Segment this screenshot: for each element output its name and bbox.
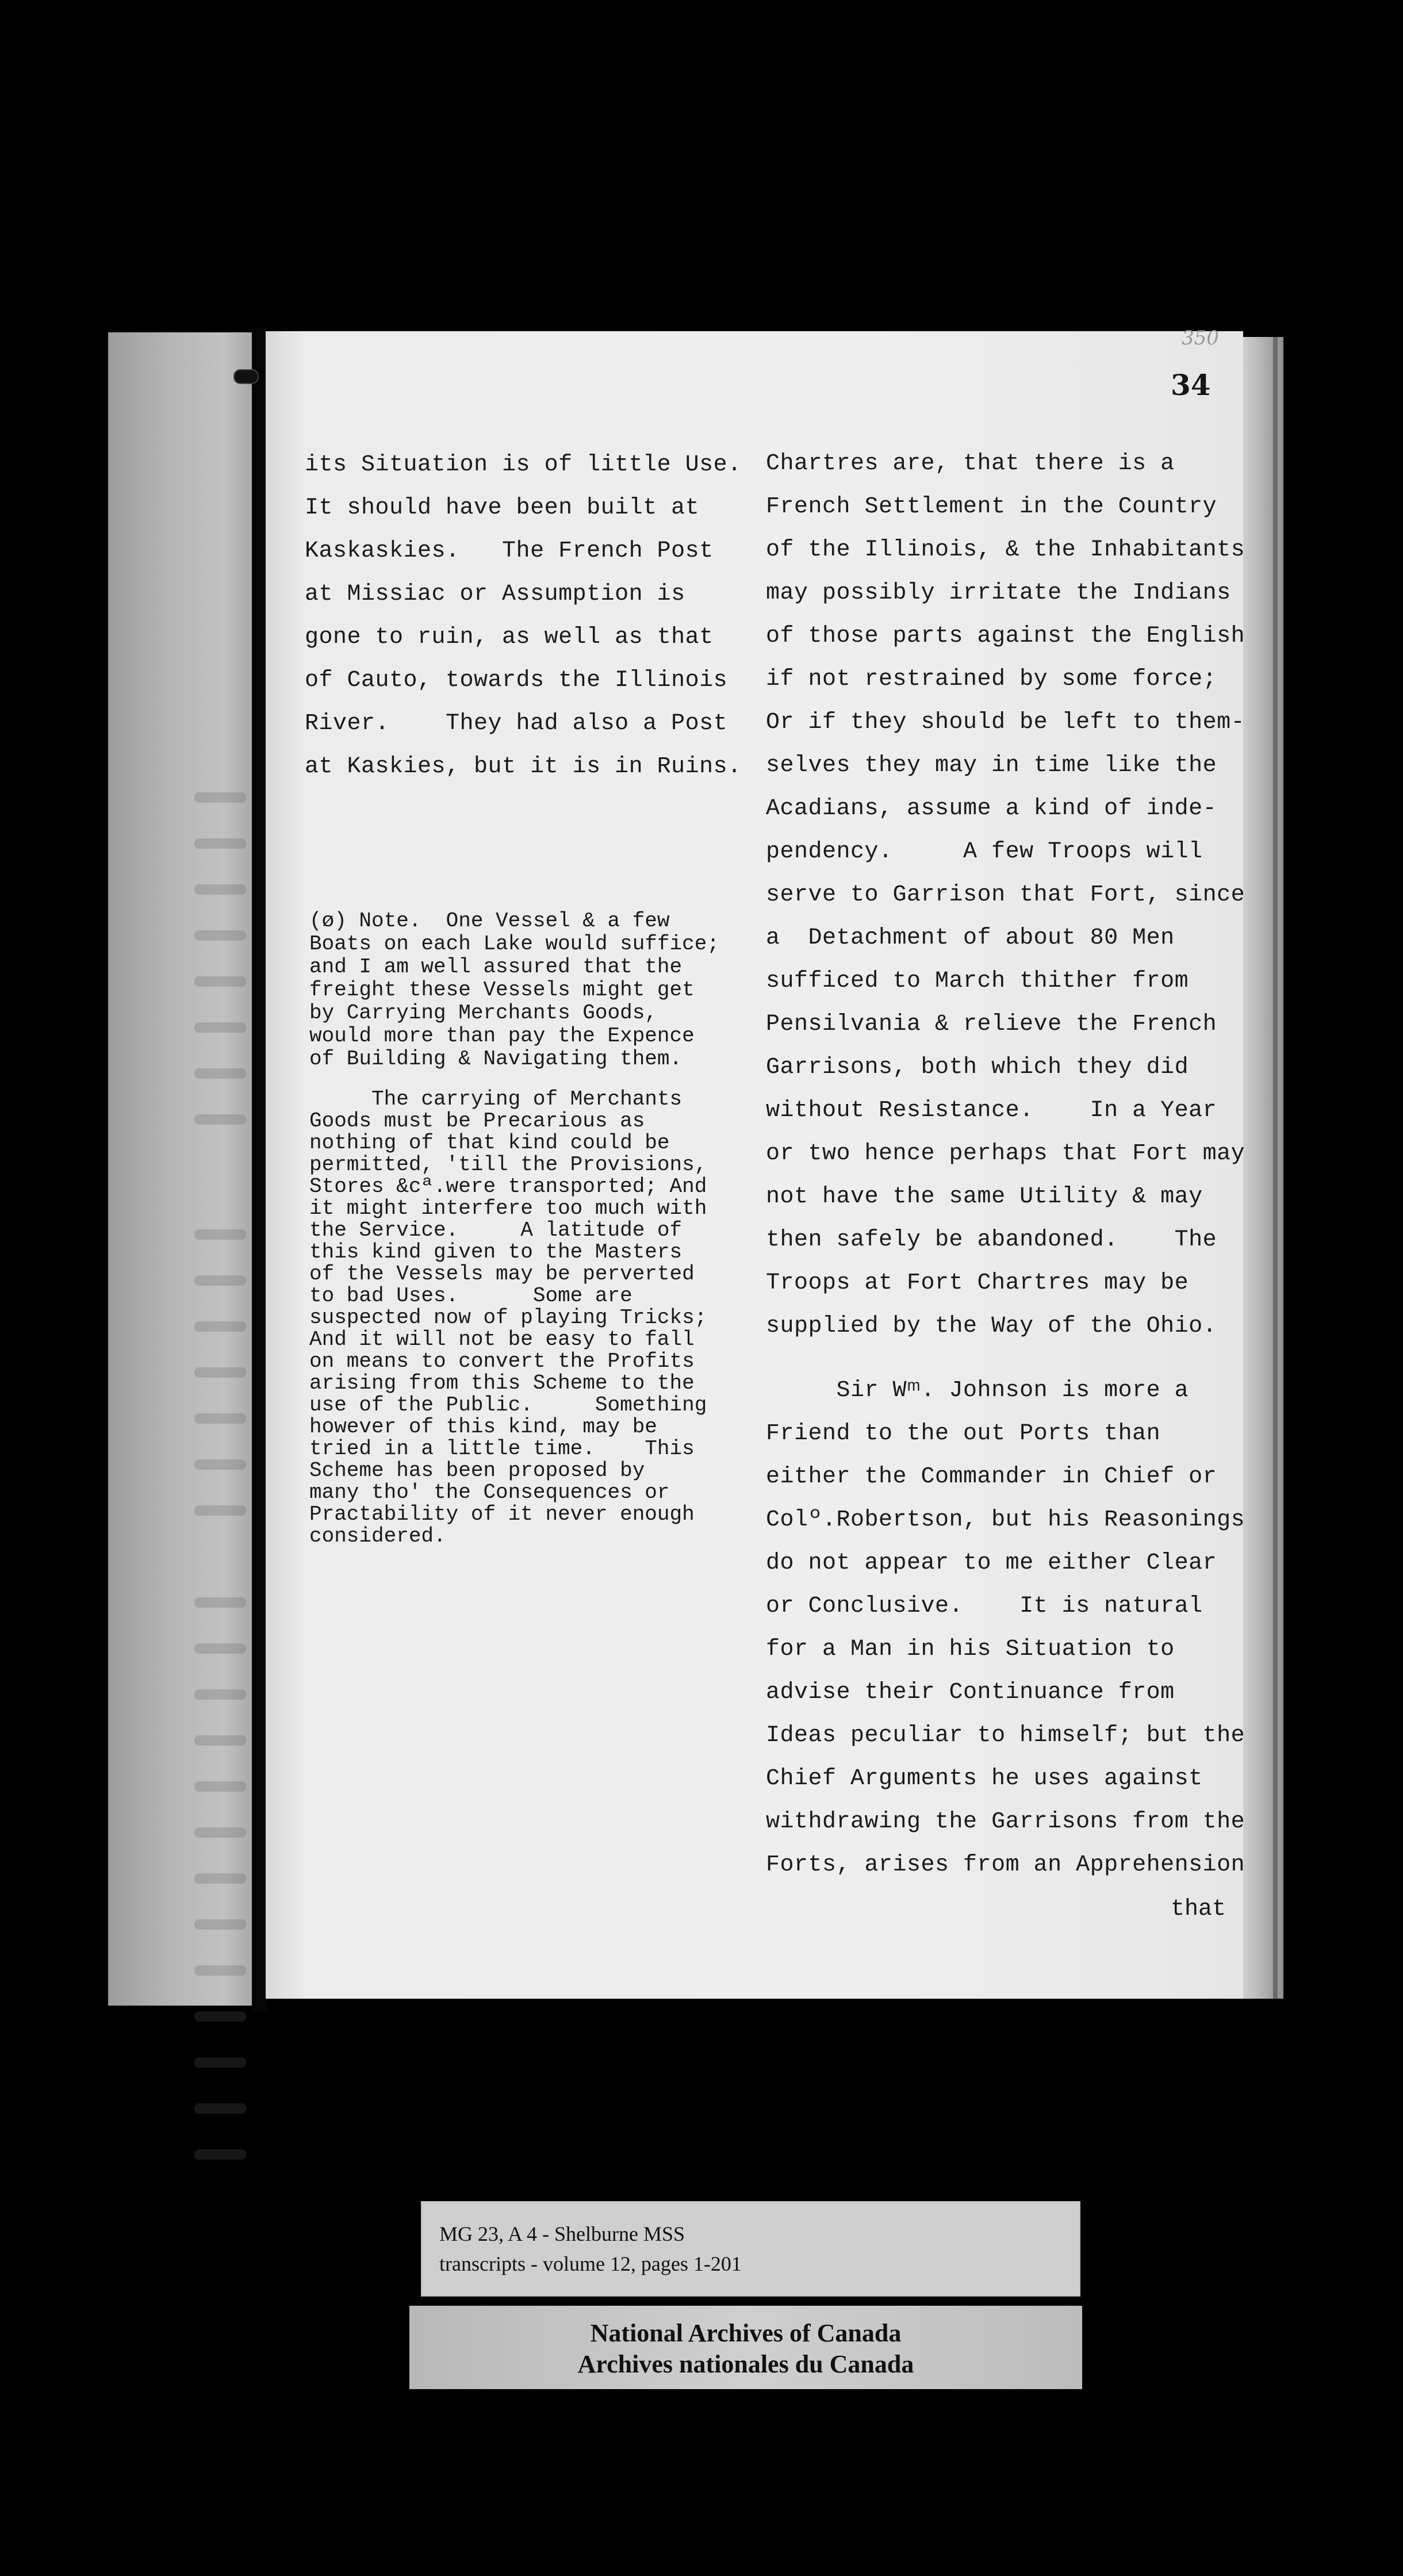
- text-line: advise their Continuance from: [766, 1680, 1175, 1705]
- text-line: of those parts against the English: [766, 623, 1245, 649]
- text-line: of Cauto, towards the Illinois: [305, 668, 728, 693]
- note-line: use of the Public. Something: [309, 1393, 707, 1417]
- text-line: may possibly irritate the Indians: [766, 580, 1231, 606]
- note-line: freight these Vessels might get: [309, 978, 695, 1002]
- pencil-folio-number: 350: [1182, 327, 1219, 350]
- previous-page-edge: [108, 332, 252, 2006]
- catchword: that: [1171, 1896, 1226, 1922]
- note-line: And it will not be easy to fall: [309, 1328, 695, 1351]
- reference-label: [421, 2201, 1080, 2297]
- page-stack-edge: [1243, 337, 1283, 1999]
- label-line-2: transcripts - volume 12, pages 1-201: [439, 2252, 742, 2275]
- text-line: Sir Wᵐ. Johnson is more a: [766, 1378, 1189, 1404]
- note-line: nothing of that kind could be: [309, 1131, 670, 1155]
- note-line: however of this kind, may be: [309, 1415, 657, 1439]
- note-line: many tho' the Consequences or: [309, 1481, 670, 1504]
- page-number: 34: [1171, 368, 1211, 402]
- text-line: Kaskaskies. The French Post: [305, 538, 714, 564]
- note-line: permitted, 'till the Provisions,: [309, 1153, 707, 1176]
- text-line: sufficed to March thither from: [766, 968, 1189, 994]
- archives-label: [409, 2306, 1082, 2389]
- text-line: withdrawing the Garrisons from the: [766, 1809, 1245, 1835]
- archives-french: Archives nationales du Canada: [577, 2350, 914, 2378]
- note-line: would more than pay the Expence: [309, 1024, 695, 1048]
- text-line: Friend to the out Ports than: [766, 1421, 1161, 1447]
- text-line: supplied by the Way of the Ohio.: [766, 1313, 1217, 1339]
- note-line: (ø) Note. One Vessel & a few: [309, 909, 670, 933]
- text-line: serve to Garrison that Fort, since: [766, 882, 1245, 908]
- text-line: its Situation is of little Use.: [305, 452, 742, 478]
- text-line: Or if they should be left to them-: [766, 710, 1245, 735]
- note-line: Practability of it never enough: [309, 1502, 695, 1526]
- text-line: at Kaskies, but it is in Ruins.: [305, 754, 742, 780]
- text-line: Chartres are, that there is a: [766, 451, 1175, 477]
- note-line: Scheme has been proposed by: [309, 1459, 645, 1482]
- book-binding: [252, 328, 267, 2012]
- note-line: on means to convert the Profits: [309, 1350, 695, 1373]
- note-line: and I am well assured that the: [309, 955, 683, 979]
- text-line: then safely be abandoned. The: [766, 1227, 1217, 1253]
- note-line: of Building & Navigating them.: [309, 1047, 683, 1071]
- note-line: by Carrying Merchants Goods,: [309, 1001, 657, 1025]
- text-line: of the Illinois, & the Inhabitants: [766, 537, 1245, 563]
- text-line: or Conclusive. It is natural: [766, 1593, 1203, 1619]
- text-line: selves they may in time like the: [766, 753, 1217, 779]
- text-line: French Settlement in the Country: [766, 494, 1217, 520]
- text-line: Colº.Robertson, but his Reasonings: [766, 1507, 1245, 1533]
- text-line: either the Commander in Chief or: [766, 1464, 1217, 1490]
- text-line: Troops at Fort Chartres may be: [766, 1270, 1189, 1296]
- note-line: considered.: [309, 1524, 446, 1548]
- note-line: this kind given to the Masters: [309, 1240, 683, 1264]
- text-line: Pensilvania & relieve the French: [766, 1011, 1217, 1037]
- text-line: It should have been built at: [305, 495, 700, 521]
- text-line: do not appear to me either Clear: [766, 1550, 1217, 1576]
- note-line: of the Vessels may be perverted: [309, 1262, 695, 1286]
- note-line: Boats on each Lake would suffice;: [309, 932, 719, 956]
- text-line: or two hence perhaps that Fort may: [766, 1141, 1245, 1167]
- text-line: Chief Arguments he uses against: [766, 1766, 1203, 1792]
- label-line-1: MG 23, A 4 - Shelburne MSS: [439, 2222, 685, 2245]
- text-line: for a Man in his Situation to: [766, 1636, 1175, 1662]
- text-line: without Resistance. In a Year: [766, 1098, 1217, 1124]
- text-line: at Missiac or Assumption is: [305, 581, 685, 607]
- note-line: suspected now of playing Tricks;: [309, 1306, 707, 1329]
- archives-english: National Archives of Canada: [590, 2319, 902, 2347]
- note-line: the Service. A latitude of: [309, 1218, 683, 1242]
- text-line: a Detachment of about 80 Men: [766, 925, 1175, 951]
- text-line: Ideas peculiar to himself; but the: [766, 1723, 1245, 1749]
- text-line: not have the same Utility & may: [766, 1184, 1203, 1210]
- note-line: it might interfere too much with: [309, 1197, 707, 1220]
- text-line: pendency. A few Troops will: [766, 839, 1203, 865]
- text-line: gone to ruin, as well as that: [305, 624, 714, 650]
- text-line: Acadians, assume a kind of inde-: [766, 796, 1217, 822]
- text-line: if not restrained by some force;: [766, 666, 1217, 692]
- note-line: arising from this Scheme to the: [309, 1371, 695, 1395]
- note-line: to bad Uses. Some are: [309, 1284, 632, 1308]
- text-line: Garrisons, both which they did: [766, 1055, 1189, 1080]
- text-line: Forts, arises from an Apprehension: [766, 1852, 1245, 1878]
- binding-clip: [233, 369, 259, 384]
- note-line: tried in a little time. This: [309, 1437, 695, 1460]
- note-line: Goods must be Precarious as: [309, 1109, 645, 1133]
- note-line: The carrying of Merchants: [309, 1087, 683, 1111]
- text-line: River. They had also a Post: [305, 711, 728, 737]
- note-line: Stores &cª.were transported; And: [309, 1175, 707, 1198]
